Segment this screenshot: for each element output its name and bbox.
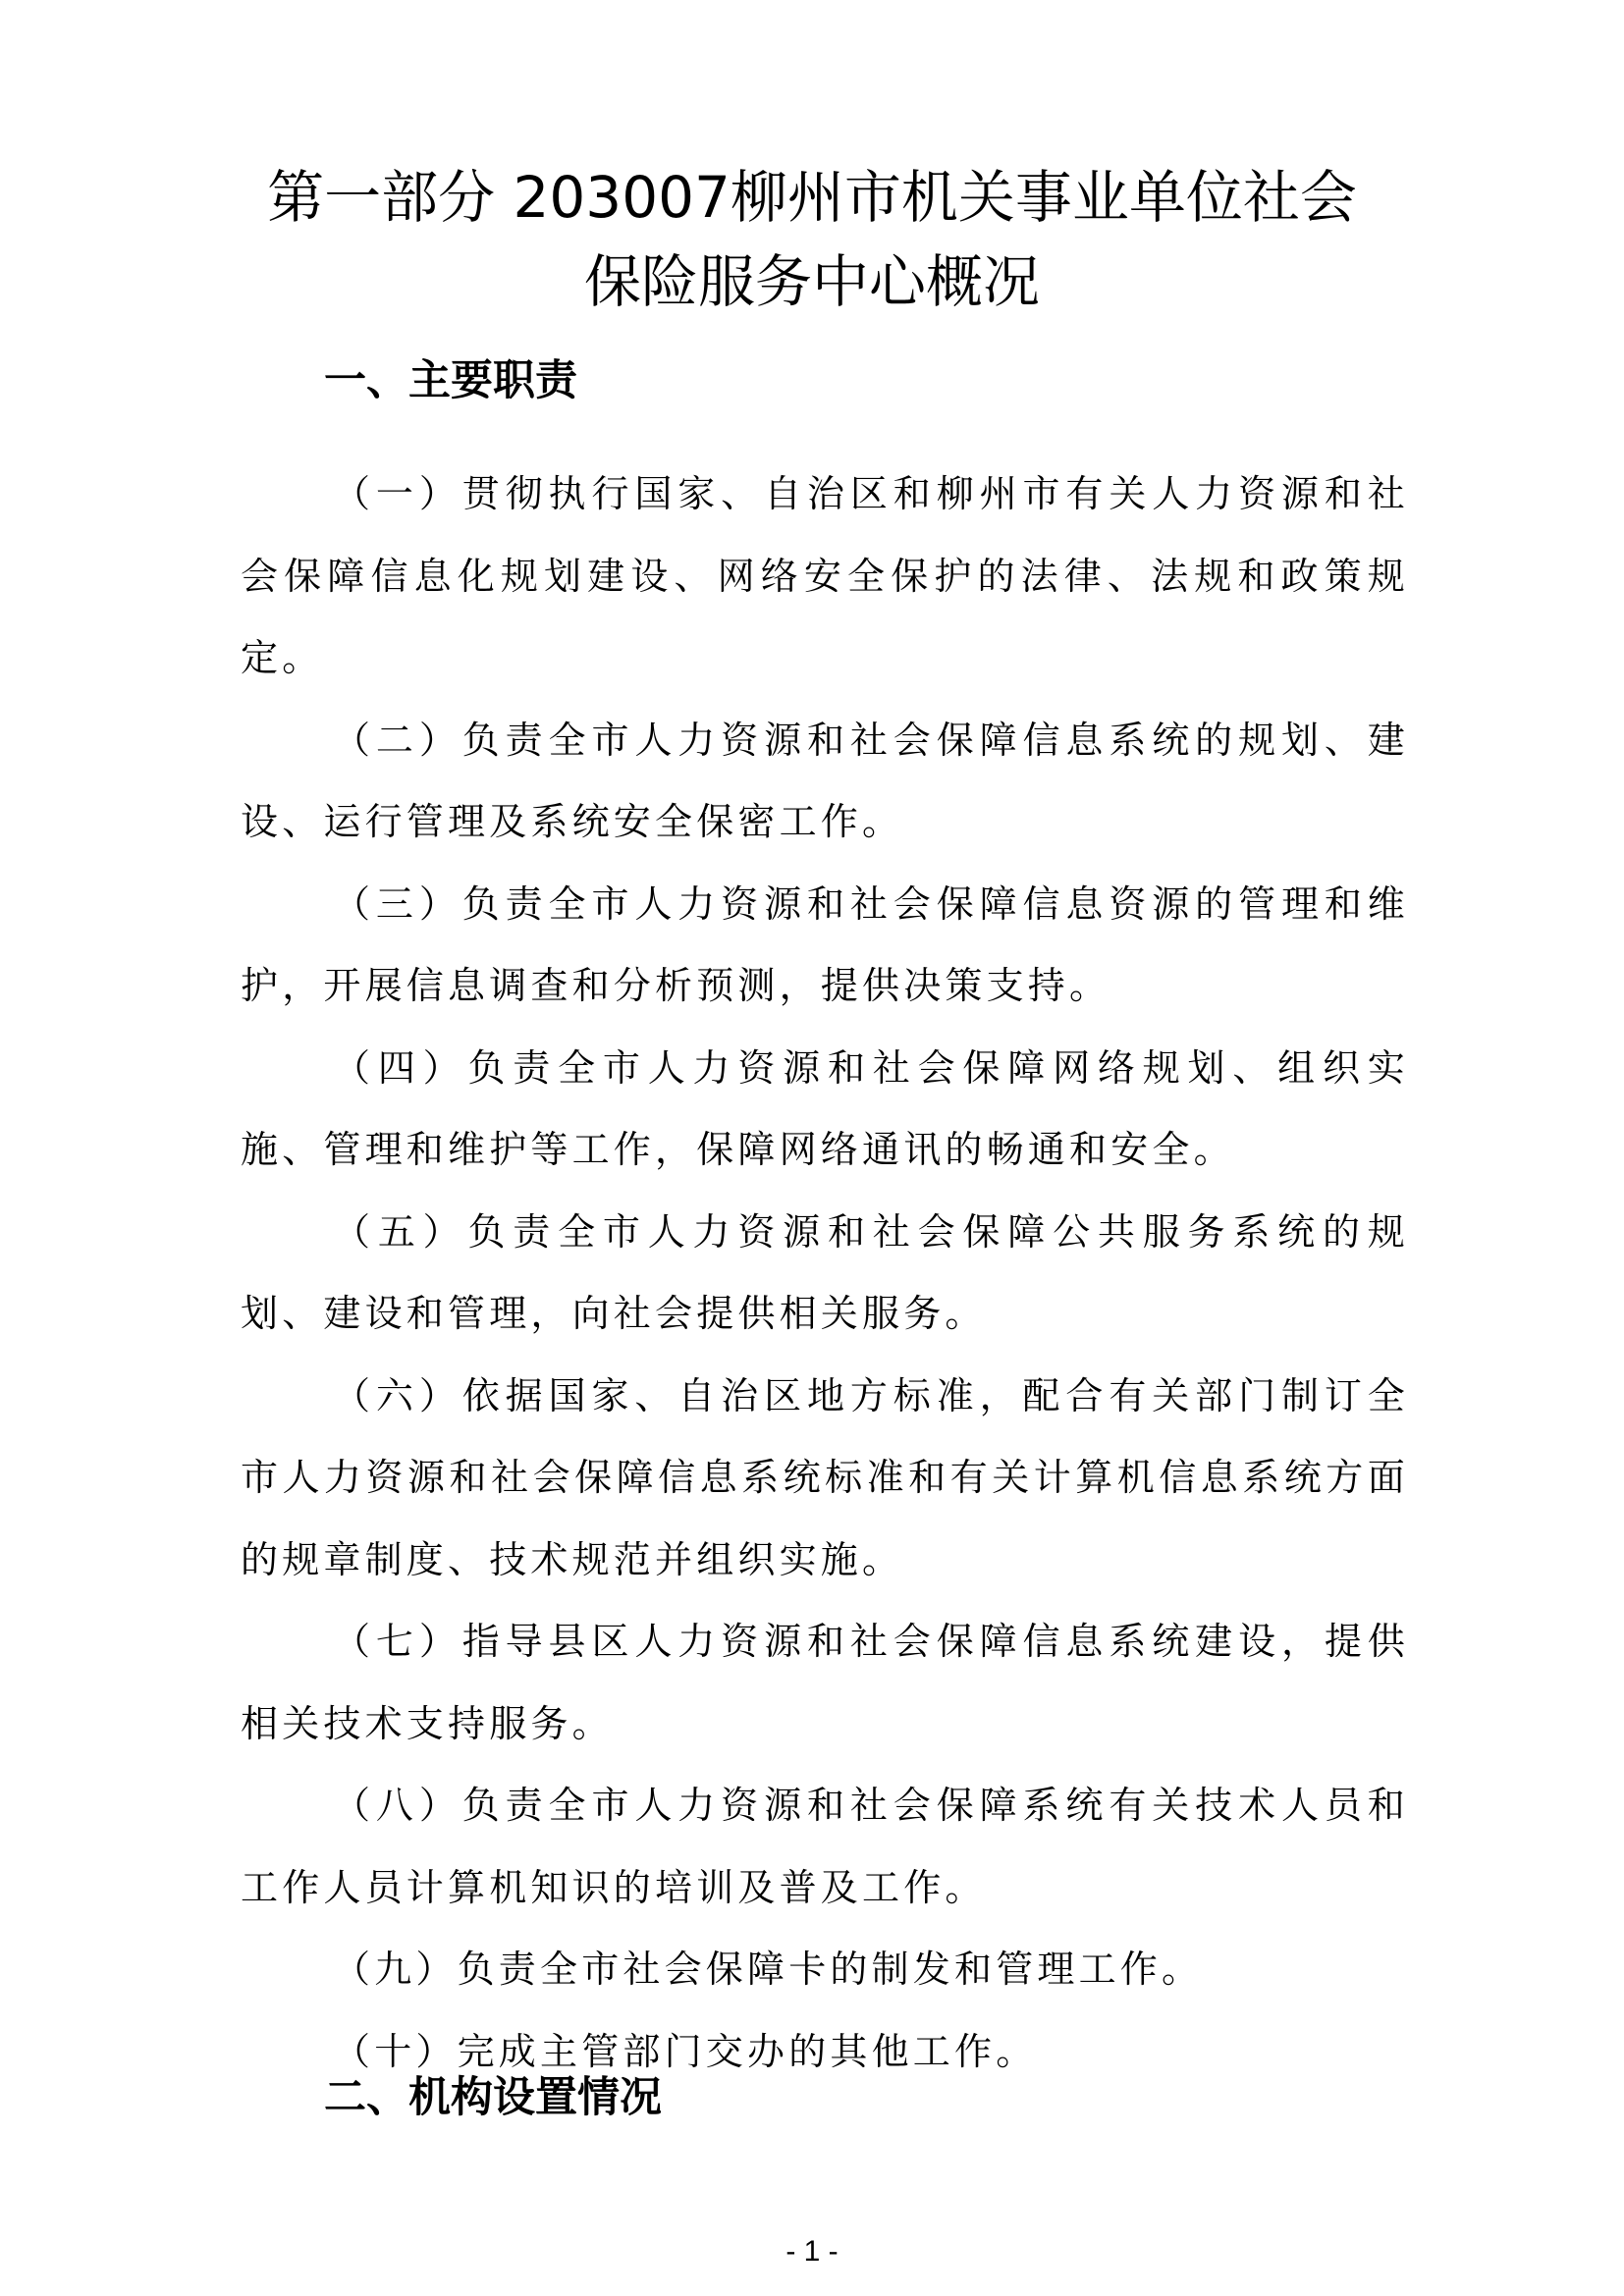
duty-item: （十）完成主管部门交办的其他工作。 bbox=[333, 2029, 1038, 2073]
section-heading-organization: 二、机构设置情况 bbox=[324, 2073, 662, 2122]
duty-item: （一）贯彻执行国家、自治区和柳州市有关人力资源和社会保障信息化规划建设、网络安全保护的法律、法规和政策规定。 bbox=[241, 472, 1409, 679]
page-number: - 1 - bbox=[785, 2235, 839, 2268]
duty-item: （九）负责全市社会保障卡的制发和管理工作。 bbox=[333, 1948, 1204, 1991]
document-title-line-1: 第一部分 203007柳州市机关事业单位社会 bbox=[267, 164, 1357, 231]
duty-item: （六）依据国家、自治区地方标准，配合有关部门制订全市人力资源和社会保障信息系统标准和有关计算机信息系统方面的规章制度、技术规范并组织实施。 bbox=[241, 1373, 1409, 1581]
document-title bbox=[196, 155, 1428, 324]
duty-item: （八）负责全市人力资源和社会保障系统有关技术人员和工作人员计算机知识的培训及普及工作。 bbox=[241, 1784, 1409, 1909]
section-heading-main-duties: 一、主要职责 bbox=[324, 356, 577, 405]
duties-list bbox=[241, 454, 1409, 2093]
duty-item: （七）指导县区人力资源和社会保障信息系统建设，提供相关技术支持服务。 bbox=[241, 1620, 1409, 1745]
duty-item: （三）负责全市人力资源和社会保障信息资源的管理和维护，开展信息调查和分析预测，提供决策支持。 bbox=[241, 881, 1409, 1007]
document-title-line-2: 保险服务中心概况 bbox=[583, 248, 1040, 315]
duty-item: （二）负责全市人力资源和社会保障信息系统的规划、建设、运行管理及系统安全保密工作。 bbox=[241, 718, 1409, 843]
duty-item: （四）负责全市人力资源和社会保障网络规划、组织实施、管理和维护等工作，保障网络通讯的畅通和安全。 bbox=[241, 1045, 1409, 1171]
duty-item: （五）负责全市人力资源和社会保障公共服务系统的规划、建设和管理，向社会提供相关服务。 bbox=[241, 1209, 1409, 1335]
